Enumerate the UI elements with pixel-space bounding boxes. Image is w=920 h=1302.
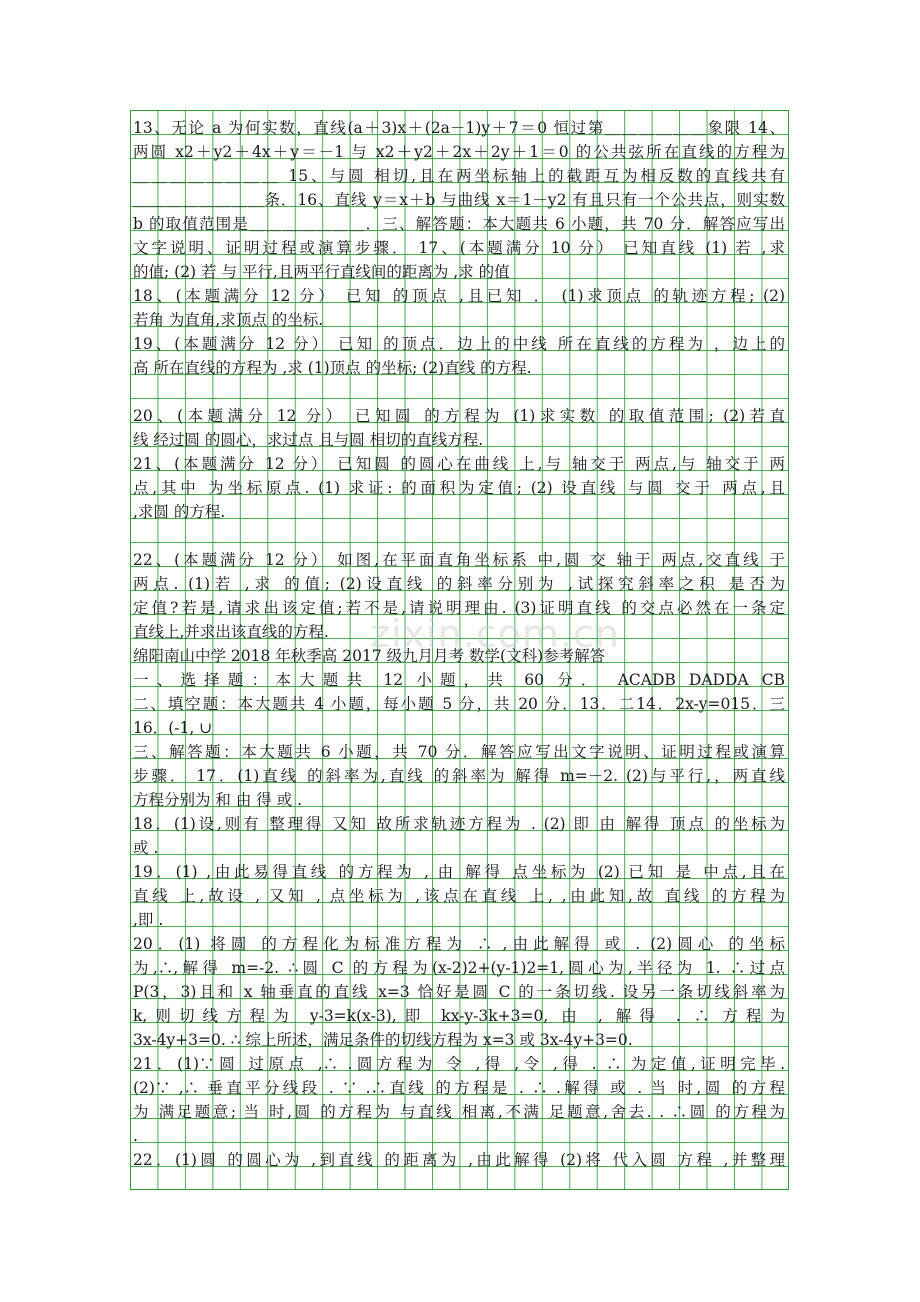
text-line: 18．(1)设,则有 整理得 又知 故所求轨迹方程为 . (2) 即 由 解得 顶点 的坐标为	[133, 815, 785, 833]
text-line: 直线上,并求出该直线的方程.	[133, 623, 329, 641]
text-line: 定值?若是,请求出该定值;若不是,请说明理由. (3)证明直线 的交点必然在一条定	[133, 599, 785, 617]
text-line: 19、(本题满分 12 分） 已知 的顶点．边上的中线 所在直线的方程为 ，边上的	[133, 335, 785, 353]
text-line: ,即 .	[133, 911, 164, 929]
text-line: ＿＿＿＿＿＿＿＿ 15、与圆 相切,且在两坐标轴上的截距互为相反数的直线共有	[133, 167, 785, 185]
text-line: .	[133, 1127, 138, 1145]
text-line: ＿＿＿＿＿＿＿＿条．16、直线 y＝x＋b 与曲线 x＝1－y2 有且只有一个公共点，则实数	[133, 191, 785, 209]
text-line: 若角 为直角,求顶点 的坐标.	[133, 311, 324, 329]
text-line: 绵阳南山中学 2018 年秋季高 2017 级九月月考 数学(文科)参考解答	[133, 647, 606, 665]
text-line: 16．(-1, ∪	[133, 719, 213, 737]
text-line: 3x-4y+3=0. ∴ 综上所述，满足条件的切线方程为 x=3 或 3x-4y+3=0.	[133, 1031, 633, 1049]
text-line: 22、(本题满分 12 分） 如图,在平面直角坐标系 中,圆 交 轴于 两点,交直线 于	[133, 551, 785, 569]
watermark: zixin.com.cn	[370, 612, 620, 656]
text-line: 线 经过圆 的圆心，求过点 且与圆 相切的直线方程.	[133, 431, 484, 449]
text-line: 为 满足题意; 当 时,圆 的方程为 与直线 相离,不满 足题意,舍去. . ∴圆 的方程为	[133, 1103, 785, 1121]
text-line: 19．(1) ,由此易得直线 的方程为 , 由 解得 点坐标为 (2) 已知 是 中点,且在	[133, 863, 785, 881]
text-line: 点,其中 为坐标原点. (1) 求证: 的面积为定值; (2) 设直线 与圆 交于 两点,且	[133, 479, 785, 497]
text-line: 高 所在直线的方程为 ,求 (1)顶点 的坐标; (2)直线 的方程.	[133, 359, 532, 377]
text-line: ,求圆 的方程.	[133, 503, 226, 521]
text-line: 文字说明、证明过程或演算步骤． 17、(本题满分 10 分） 已知直线 (1) 若 ,求	[133, 239, 785, 257]
text-line: 20、(本题满分 12 分） 已知圆 的方程为 (1)求实数 的取值范围; (2)若直	[133, 407, 785, 425]
text-line	[133, 380, 785, 404]
text-line: 的值; (2) 若 与 平行,且两平行直线间的距离为 ,求 的值	[133, 263, 510, 281]
text-line: 18、(本题满分 12 分） 已知 的顶点 ,且已知 ． (1)求顶点 的轨迹方程; (2)	[133, 287, 785, 305]
text-line: k,则切线方程为 y-3=k(x-3),即 kx-y-3k+3=0, 由 , 解得 . ∴ 方程为	[133, 1007, 785, 1025]
text-line: 直线 上,故设 , 又知 , 点坐标为 ,该点在直线 上, ,由此知,故 直线 的方程为	[133, 887, 785, 905]
text-line: 二、填空题：本大题共 4 小题，每小题 5 分，共 20 分．13．二14．2x-y=015．三	[133, 695, 785, 713]
text-line: 一、选择题：本大题共 12 小题，共 60 分． ACADB DADDA CB	[133, 671, 785, 689]
text-line: 两圆 x2＋y2＋4x＋y＝－1 与 x2＋y2＋2x＋2y＋1＝0 的公共弦所在直线的方程为	[133, 143, 785, 161]
text-line: 22．(1)圆 的圆心为 ,到直线 的距离为 ,由此解得 (2)将 代入圆 方程 ,并整理	[133, 1151, 785, 1169]
text-line: (2)∵ ,∴ 垂直平分线段 . ∵ .∴直线 的方程是 . ∴ .解得 或 . 当 时,圆 的方程	[133, 1079, 785, 1097]
text-line: 三、解答题：本大题共 6 小题，共 70 分．解答应写出文字说明、证明过程或演算	[133, 743, 785, 761]
text-line: 21、(本题满分 12 分） 已知圆 的圆心在曲线 上,与 轴交于 两点,与 轴交于 两	[133, 455, 785, 473]
text-line: 21．(1)∵圆 过原点 ,∴ .圆方程为 令 ,得 ,令 ,得 . ∴ 为定值,证明完毕.	[133, 1055, 785, 1073]
text-line: 方程分别为 和 由 得 或 .	[133, 791, 303, 809]
text-line: b 的取值范围是＿＿＿＿＿＿＿．三、解答题：本大题共 6 小题，共 70 分．解答应写出	[133, 215, 785, 233]
text-line: 13、无论 a 为何实数，直线(a＋3)x＋(2a－1)y＋7＝0 恒过第＿＿＿＿＿＿象限 14、	[133, 119, 785, 137]
text-line: 两点. (1)若 ,求 的值; (2)设直线 的斜率分别为 ,试探究斜率之积 是否为	[133, 575, 785, 593]
text-line: 20．(1) 将圆 的方程化为标准方程为 ∴ ,由此解得 或 . (2)圆心 的坐标	[133, 935, 785, 953]
text-line: 或 .	[133, 839, 159, 857]
text-line: P(3，3)且和 x 轴垂直的直线 x=3 恰好是圆 C 的一条切线. 设另一条切线斜率为	[133, 983, 785, 1001]
text-line: 为,∴,解得 m=-2. ∴圆 C 的方程为(x-2)2+(y-1)2=1,圆心为,半径为 1. ∴过点	[133, 959, 785, 977]
text-line	[133, 524, 785, 548]
text-line: 步骤． 17．(1)直线 的斜率为,直线 的斜率为 解得 m=－2. (2)与平行,，两直线	[133, 767, 785, 785]
